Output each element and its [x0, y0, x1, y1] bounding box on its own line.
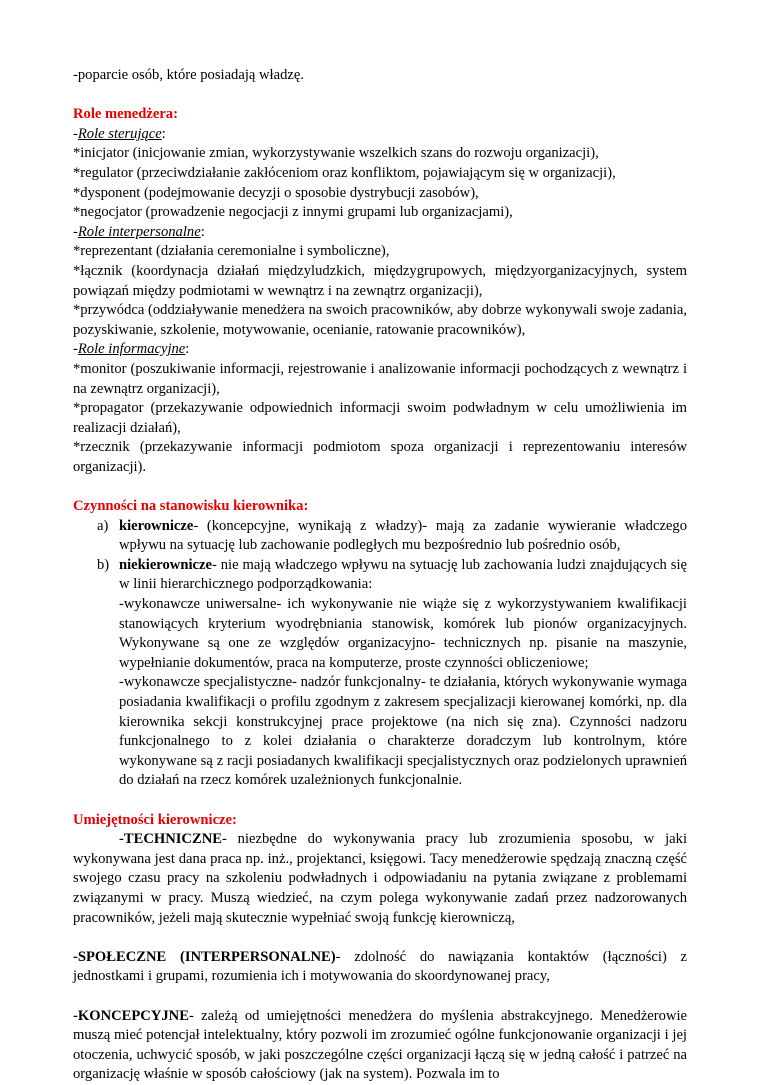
activities-heading: Czynności na stanowisku kierownika:	[73, 498, 309, 515]
intro-line: -poparcie osób, które posiadają władzę.	[73, 67, 304, 83]
skill-term: -KONCEPCYJNE	[73, 1007, 189, 1024]
skill-text: - zależą od umiejętności menedżera do myślenia abstrakcyjnego. Menedżerowie muszą mieć potencjał intelektualny, który pozwoli im zrozumieć ogólne funkcjonowanie organizacji i jej otoczenia, uchwycić sposób, w jaki poszczególne części organizacji łączą się w jedną całość i patrzeć na organizację właśnie w sposób całościowy (jak na system). Pozwala im to	[73, 1007, 687, 1083]
roles-heading: Role menedżera:	[73, 106, 178, 123]
skill-conceptual	[73, 1007, 687, 1085]
interpersonal-role-item: *łącznik (koordynacja działań międzyludzkich, międzygrupowych, międzyorganizacyjnych, system powiązań między podmiotami w wewnątrz i na zewnątrz organizacji),	[73, 262, 687, 299]
steering-role-item: *inicjator (inicjowanie zmian, wykorzystywanie wszelkich szans do rozwoju organizacji),	[73, 145, 599, 162]
skill-technical	[73, 830, 687, 928]
steering-role-item: *negocjator (prowadzenie negocjacji z innymi grupami lub organizacjami),	[73, 204, 513, 221]
spacer	[73, 86, 687, 106]
skill-term: -SPOŁECZNE (INTERPERSONALNE)	[73, 948, 336, 965]
activity-text: - (koncepcyjne, wynikają z władzy)- mają za zadanie wywieranie władczego wpływu na sytuację lub zachowanie podległych mu bezpośrednio lub pośrednio osób,	[119, 517, 687, 554]
activity-subitem: -wykonawcze uniwersalne- ich wykonywanie nie wiąże się z wykorzystywaniem kwalifikacji stanowiących kryterium wyodrębniania stanowisk, komórek lub pionów organizacyjnych. Wykonywane są one ze względów organizacyjno- technicznych np. pisanie na maszynie, wypełnianie dokumentów, praca na komputerze, proste czynności obliczeniowe;	[119, 596, 687, 671]
activity-text: - nie mają władczego wpływu na sytuację lub zachowania ludzi znajdujących się w linii hierarchicznego podporządkowania:	[119, 556, 687, 593]
activity-term: kierownicze	[119, 517, 194, 534]
list-marker: b)	[97, 556, 110, 573]
interpersonal-role-item: *przywódca (oddziaływanie menedżera na swoich pracowników, aby dobrze wykonywali swoje zadania, pozyskiwanie, szkolenie, motywowanie, ocenianie, ratowanie pracowników),	[73, 302, 687, 338]
skill-text: - zdolność do nawiązania kontaktów (łączności) z jednostkami i grupami, rozumienia ich i motywowania do skoordynowanej pracy,	[73, 948, 687, 985]
informational-roles-title: Role informacyjne	[77, 341, 186, 358]
informational-role-item: *propagator (przekazywanie odpowiednich informacji swoim podwładnym w celu umożliwienia im realizacji działań),	[73, 400, 687, 436]
interpersonal-roles-label: -Role interpersonalne:	[73, 223, 205, 240]
informational-roles-label: -Role informacyjne:	[73, 341, 190, 358]
activity-term: niekierownicze	[119, 556, 212, 573]
activity-item-a	[73, 517, 687, 556]
skills-heading: Umiejętności kierownicze:	[73, 811, 237, 828]
skill-social	[73, 948, 687, 987]
interpersonal-role-item: *reprezentant (działania ceremonialne i symboliczne),	[73, 243, 390, 260]
list-marker: a)	[97, 517, 109, 534]
informational-role-item: *monitor (poszukiwanie informacji, rejestrowanie i analizowanie informacji pochodzących z wewnątrz i na zewnątrz organizacji),	[73, 360, 687, 397]
skill-text: - niezbędne do wykonywania pracy lub zrozumienia sposobu, w jaki wykonywana jest dana praca np. inż., projektanci, księgowi. Tacy menedżerowie spędzają znaczną część swojego czasu pracy na szkoleniu podwładnych i odpowiadaniu na pytania związane z problemami związanymi w pracy. Muszą wiedzieć, na czym polega wykonywanie zadań przez nadzorowanych pracowników, jeżeli mają skutecznie wypełniać swoją funkcję kierowniczą,	[73, 831, 687, 926]
spacer	[73, 987, 687, 1007]
document-page	[73, 66, 687, 1085]
steering-roles-label: -Role sterujące:	[73, 125, 166, 142]
informational-role-item: *rzecznik (przekazywanie informacji podmiotom spoza organizacji i reprezentowaniu interesów organizacji).	[73, 439, 687, 475]
skill-term: -TECHNICZNE	[119, 831, 222, 848]
spacer	[73, 928, 687, 948]
spacer	[73, 791, 687, 811]
steering-role-item: *dysponent (podejmowanie decyzji o sposobie dystrybucji zasobów),	[73, 184, 479, 201]
steering-roles-title: Role sterujące	[77, 125, 162, 142]
spacer	[73, 477, 687, 497]
interpersonal-roles-title: Role interpersonalne	[77, 223, 201, 240]
steering-role-item: *regulator (przeciwdziałanie zakłóceniom oraz konfliktom, pojawiającym się w organizacji),	[73, 164, 616, 181]
activity-subitem: -wykonawcze specjalistyczne- nadzór funkcjonalny- te działania, których wykonywanie wymaga posiadania kwalifikacji o profilu zgodnym z zakresem specjalizacji kierowanej komórki, np. dla kierownika sekcji konstrukcyjnej prace projektowe (na nich się zna). Czynności nadzoru funkcjonalnego to z kolei działania o charakterze doradczym lub kontrolnym, które wykonywane są z racji posiadanych kwalifikacji specjalistycznych oraz podzielonych uprawnień do działań na rzecz komórek uzależnionych funkcjonalnie.	[119, 674, 687, 789]
activity-item-b	[73, 556, 687, 595]
